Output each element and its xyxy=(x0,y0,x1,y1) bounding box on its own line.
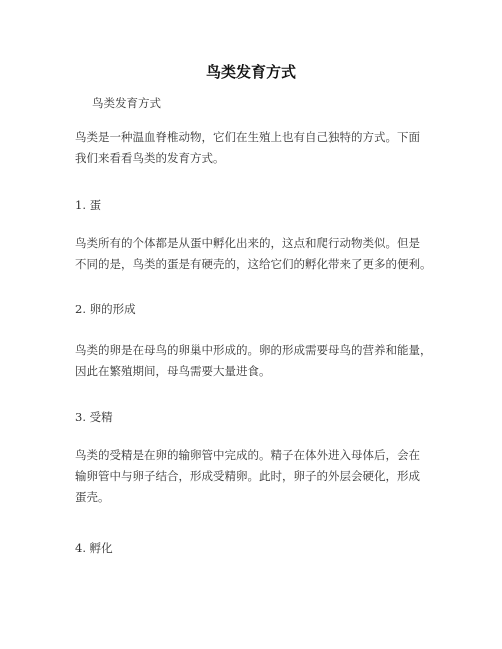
section-paragraph xyxy=(75,340,455,382)
section-heading: 1. 蛋 xyxy=(75,198,102,212)
intro-line: 鸟类是一种温血脊椎动物，它们在生殖上也有自己独特的方式。下面 xyxy=(75,130,420,144)
paragraph-line: 输卵管中与卵子结合，形成受精卵。此时，卵子的外层会硬化，形成 xyxy=(75,469,420,483)
paragraph-line: 鸟类所有的个体都是从蛋中孵化出来的，这点和爬行动物类似。但是 xyxy=(75,236,420,250)
section-heading: 2. 卵的形成 xyxy=(75,302,136,316)
section-paragraph xyxy=(75,445,455,508)
section-paragraph xyxy=(75,233,455,275)
section-heading: 3. 受精 xyxy=(75,410,113,424)
paragraph-line: 鸟类的卵是在母鸟的卵巢中形成的。卵的形成需要母鸟的营养和能量， xyxy=(75,343,432,357)
paragraph-line: 不同的是，鸟类的蛋是有硬壳的，这给它们的孵化带来了更多的便利。 xyxy=(75,257,432,271)
intro-paragraph xyxy=(75,127,455,169)
paragraph-line: 因此在繁殖期间，母鸟需要大量进食。 xyxy=(75,364,271,378)
paragraph-line: 鸟类的受精是在卵的输卵管中完成的。精子在体外进入母体后，会在 xyxy=(75,448,420,462)
document-subtitle: 鸟类发育方式 xyxy=(92,96,161,110)
paragraph-line: 蛋壳。 xyxy=(75,490,110,504)
document-title: 鸟类发育方式 xyxy=(205,63,296,81)
section-heading: 4. 孵化 xyxy=(75,541,113,555)
intro-line: 我们来看看鸟类的发育方式。 xyxy=(75,151,225,165)
